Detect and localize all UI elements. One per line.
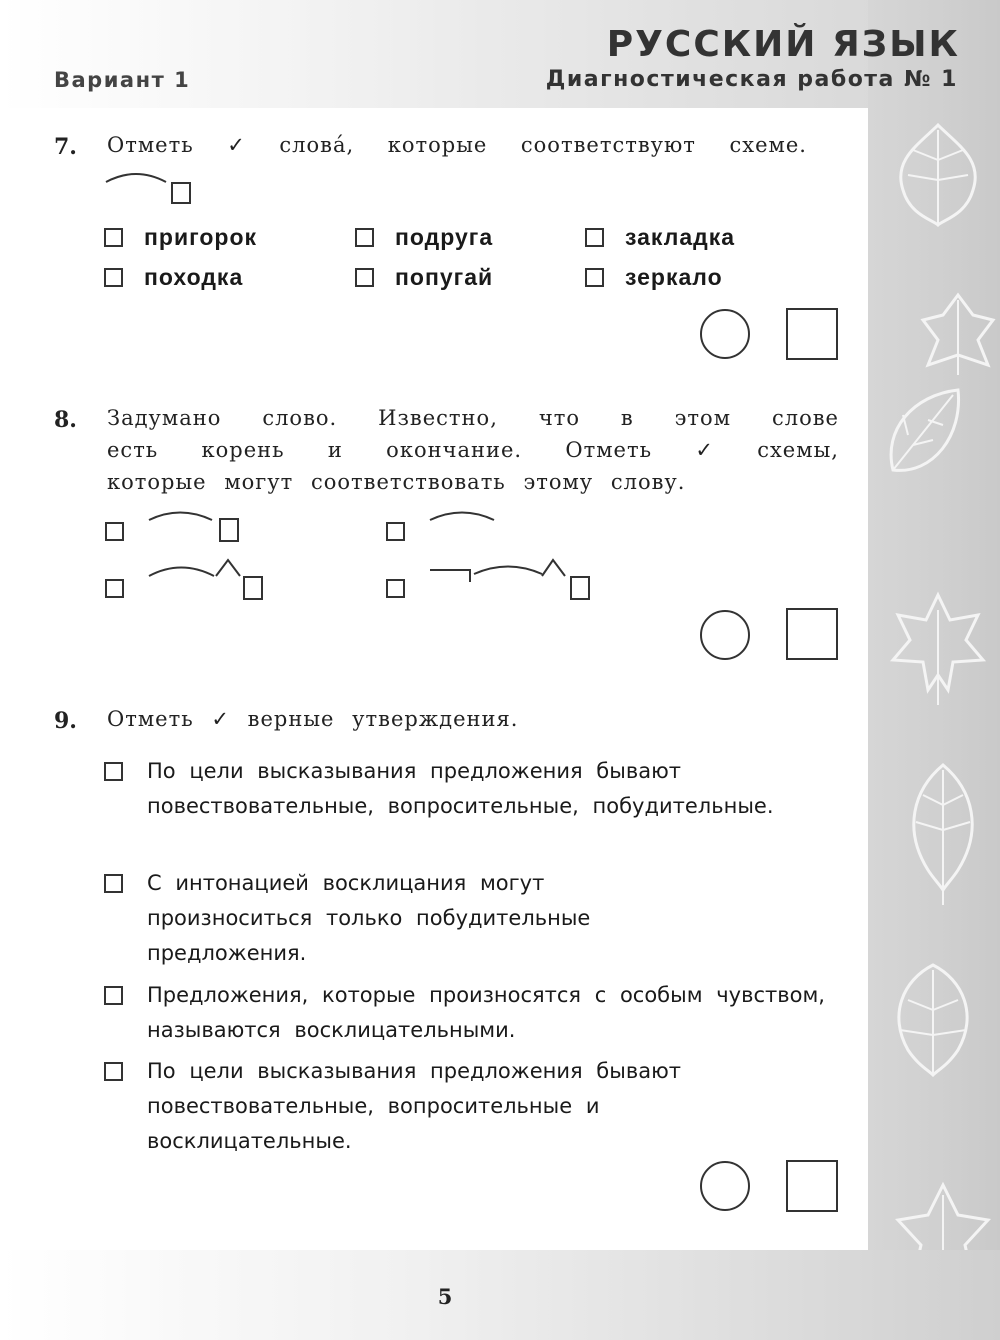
q8-word: Отметь [565, 438, 653, 462]
statement-2[interactable] [104, 866, 664, 971]
statement-text: По цели высказывания предложения бывают повествовательные, вопросительные, побудительные. [147, 759, 774, 818]
scheme-checkbox-2[interactable] [386, 522, 405, 541]
q8-word: которые [107, 470, 207, 494]
morpheme-scheme-prefix-root-suffix-ending [428, 556, 600, 604]
option-zerkalo[interactable] [585, 264, 723, 291]
q8-word: Известно, [378, 406, 498, 430]
checkmark-icon: ✓ [227, 133, 246, 157]
variant-label: Вариант 1 [54, 68, 191, 92]
checkmark-icon: ✓ [211, 707, 230, 731]
option-podruga[interactable] [355, 224, 493, 251]
checkbox[interactable] [104, 228, 123, 247]
scheme-checkbox-1[interactable] [105, 522, 124, 541]
leaf-icon [878, 960, 988, 1080]
question-number-9: 9. [54, 708, 77, 734]
question-number-7: 7. [54, 134, 77, 160]
q8-word: слове [771, 406, 839, 430]
q7-word: соответствуют [520, 133, 696, 157]
q7-word: схеме. [729, 133, 807, 157]
leaf-decoration-strip [868, 0, 1000, 1340]
q8-word: слову. [610, 470, 686, 494]
option-label: подруга [395, 224, 494, 250]
work-title: Диагностическая работа № 1 [545, 67, 958, 92]
statement-text: С интонацией восклицания могут произноситься только побудительные предложения. [147, 871, 591, 965]
score-circle[interactable] [700, 309, 750, 359]
q8-word: схемы, [757, 438, 839, 462]
q8-word: корень [201, 438, 285, 462]
statement-4[interactable] [104, 1054, 804, 1159]
score-circle[interactable] [700, 610, 750, 660]
checkbox[interactable] [104, 986, 123, 1005]
q7-word: Отметь [107, 133, 194, 157]
checkbox[interactable] [585, 268, 604, 287]
option-zakladka[interactable] [585, 224, 735, 251]
q8-line-3 [107, 470, 839, 494]
checkbox[interactable] [104, 874, 123, 893]
statement-3[interactable] [104, 978, 844, 1048]
option-prigorok[interactable] [104, 224, 257, 251]
subject-title: РУССКИЙ ЯЗЫК [606, 24, 960, 65]
leaf-icon [898, 760, 988, 910]
checkbox[interactable] [585, 228, 604, 247]
q8-word: окончание. [386, 438, 523, 462]
score-box[interactable] [786, 308, 838, 360]
option-label: закладка [625, 224, 736, 250]
q8-word: в [620, 406, 634, 430]
morpheme-scheme-root-suffix-ending [146, 556, 270, 604]
morpheme-scheme-root-ending [146, 508, 246, 544]
q8-word: этому [523, 470, 594, 494]
score-box[interactable] [786, 1160, 838, 1212]
scheme-checkbox-3[interactable] [105, 579, 124, 598]
q8-word: Задумано [107, 406, 222, 430]
checkbox[interactable] [104, 268, 123, 287]
option-popugai[interactable] [355, 264, 493, 291]
score-box[interactable] [786, 608, 838, 660]
question-number-8: 8. [54, 407, 77, 433]
leaf-icon [918, 290, 998, 380]
q8-word: могут [224, 470, 294, 494]
option-label: попугай [395, 264, 494, 290]
score-circle[interactable] [700, 1161, 750, 1211]
q8-word: есть [107, 438, 159, 462]
q7-word: слова́, [279, 133, 355, 157]
q9-word: верные [247, 707, 335, 731]
statement-text: По цели высказывания предложения бывают повествовательные, вопросительные и восклицательные. [147, 1059, 681, 1153]
q8-word: слово. [262, 406, 338, 430]
page-number: 5 [437, 1284, 453, 1309]
q9-prompt [107, 707, 839, 731]
q7-word: которые [387, 133, 488, 157]
leaf-icon [873, 380, 973, 490]
checkbox[interactable] [355, 228, 374, 247]
morpheme-scheme-root [428, 508, 498, 530]
checkbox[interactable] [104, 1062, 123, 1081]
checkbox[interactable] [104, 762, 123, 781]
leaf-icon [888, 590, 988, 710]
checkmark-icon: ✓ [695, 438, 714, 462]
q9-word: Отметь [107, 707, 194, 731]
q8-line-2 [107, 438, 839, 462]
scheme-checkbox-4[interactable] [386, 579, 405, 598]
statement-1[interactable] [104, 754, 804, 824]
leaf-icon [888, 120, 988, 230]
q8-word: что [538, 406, 580, 430]
checkbox[interactable] [355, 268, 374, 287]
q7-prompt [107, 133, 807, 157]
option-pokhodka[interactable] [104, 264, 243, 291]
q8-word: этом [674, 406, 732, 430]
q8-line-1 [107, 406, 839, 430]
q8-word: и [327, 438, 343, 462]
morpheme-scheme-root-ending [104, 170, 196, 210]
option-label: зеркало [625, 264, 723, 290]
option-label: пригорок [144, 224, 258, 250]
statement-text: Предложения, которые произносятся с особым чувством, называются восклицательными. [147, 983, 825, 1042]
q8-word: соответствовать [310, 470, 506, 494]
q9-word: утверждения. [352, 707, 519, 731]
option-label: походка [144, 264, 244, 290]
